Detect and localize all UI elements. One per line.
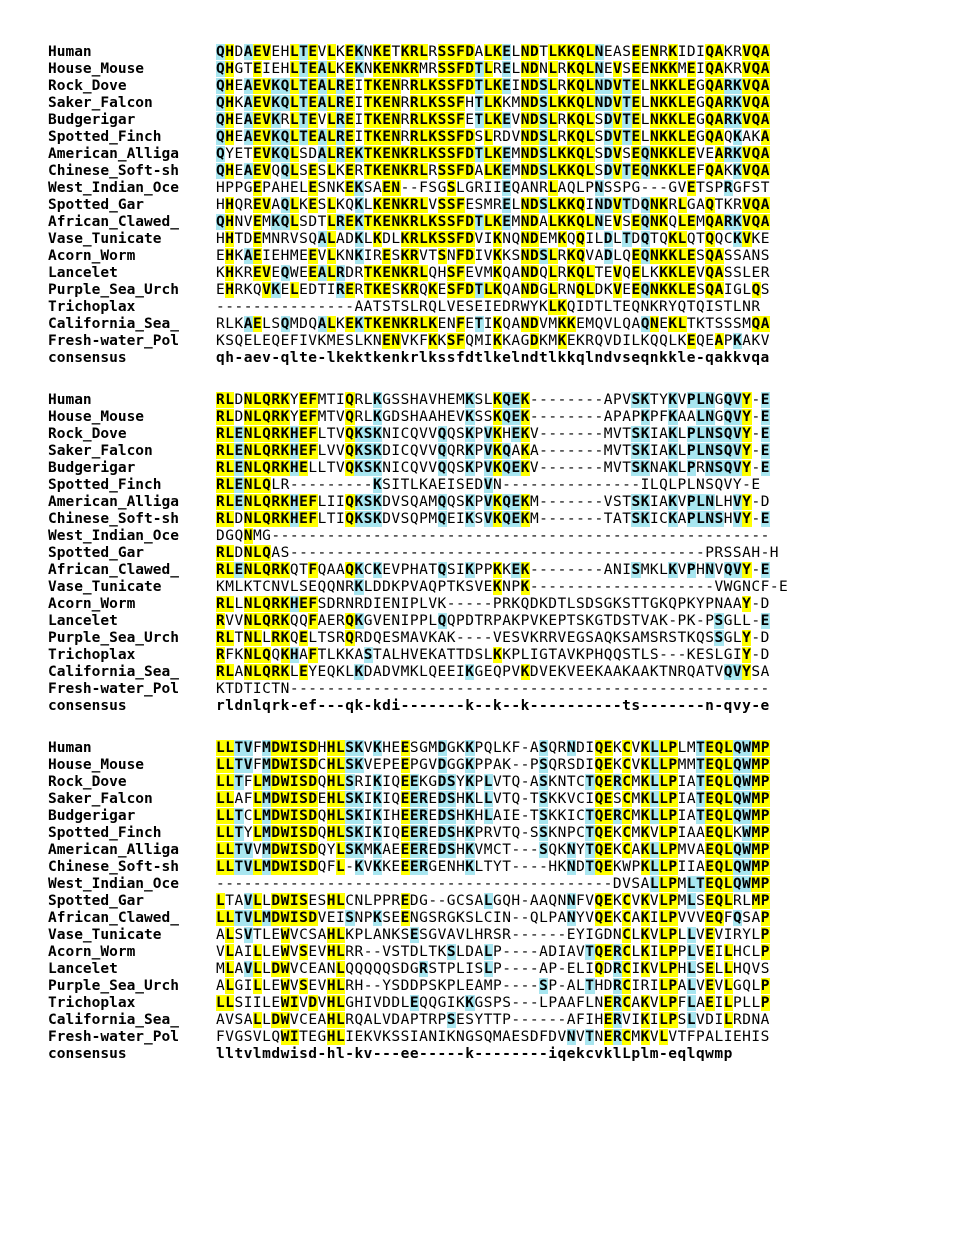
sequence-text: LLTVVMDWISDQYLSKMKAEEEREDSHKVMCT---SQKNYTQEKCAKLLPMVAEQLQWMP <box>216 842 771 858</box>
sequence-text: LLTVLMDWISDQFL-KVKKEEERGENHKLTYT----HKNDTQEKWPKLLPIIAEQLQWMP <box>216 859 770 875</box>
alignment-row <box>48 180 960 197</box>
sequence-label: Budgerigar <box>48 808 136 824</box>
sequence-label: consensus <box>48 350 127 366</box>
sequence-label: California_Sea_ <box>48 664 179 680</box>
sequence-text: RLANLQRKLEYEQKLKDADVMKLQEEIKGEQPVKDVEKVEEKAAKAAKTNRQATVQVYSA <box>216 664 770 680</box>
sequence-label: Purple_Sea_Urch <box>48 978 179 994</box>
sequence-label: consensus <box>48 1046 127 1062</box>
consensus-row <box>48 1046 960 1063</box>
sequence-text: RLDNLQRKYEFMTIQRLKGSSHAVHEMKSLKQEK--------APVSKTYKVPLNGQVY-E <box>216 392 770 408</box>
sequence-label: California_Sea_ <box>48 316 179 332</box>
sequence-label: Saker_Falcon <box>48 95 153 111</box>
alignment-row <box>48 757 960 774</box>
sequence-text: KSQELEQEFIVKMESLKNENVKFKKSFQMIKKAGDKMKEKRQVDILKQQLKEQEAPKAKV <box>216 333 770 349</box>
sequence-text: KHKREVEQWEEALRDRTKENKRLQHSFEVMKQANDQLRKQLTEVQELKKKLEVQASSLER <box>216 265 770 281</box>
sequence-label: Rock_Dove <box>48 78 127 94</box>
sequence-text: EHRKQVKELEDTIRERTKESKRQKESFDTLKQANDGLRNQLDKVEEQNKKLESQAIGLQS <box>216 282 771 298</box>
alignment-row <box>48 927 960 944</box>
sequence-label: Acorn_Worm <box>48 944 136 960</box>
alignment-row <box>48 392 960 409</box>
alignment-row <box>48 995 960 1012</box>
sequence-label: West_Indian_Oce <box>48 876 179 892</box>
sequence-text: LLTYLMDWISDQHLSKIKIQEEREDSHKPRVTQ-SSKNPCTQEKCMKVLPIAAEQLKWMP <box>216 825 770 841</box>
sequence-label: American_Alliga <box>48 842 179 858</box>
alignment-row <box>48 443 960 460</box>
sequence-label: Lancelet <box>48 265 118 281</box>
sequence-text: RLENLQRKHEFLVVQKSKDICQVVQQRKPVKQAKA-------MVTSKIAKLPLNSQVY-E <box>216 443 770 459</box>
consensus-row <box>48 350 960 367</box>
sequence-label: Trichoplax <box>48 299 136 315</box>
sequence-label: Human <box>48 740 92 756</box>
alignment-row <box>48 579 960 596</box>
sequence-label: House_Mouse <box>48 757 145 773</box>
sequence-label: Rock_Dove <box>48 774 127 790</box>
sequence-text: RLENLQRKHEFLIIQKSKDVSQAMQQSKPVKQEKM-------VSTSKIAKVPLNLHVY-D <box>216 494 770 510</box>
alignment-row <box>48 1029 960 1046</box>
alignment-row <box>48 545 960 562</box>
sequence-text: qh-aev-qlte-lkektkenkrlkssfdtlkelndtlkkqlndvseqnkkle-qakkvqa <box>216 350 770 366</box>
sequence-text: RLENLQRKHELLTVQKSKNICQVVQQSKPVKQEKV-------MVTSKNAKLPRNSQVY-E <box>216 460 770 476</box>
sequence-text: EHKAEIEHMEEVLKNKIRESKRVTSNFDIVKKSNDSLRKQVADLQEQNKKLESQASSANS <box>216 248 771 264</box>
alignment-row <box>48 129 960 146</box>
sequence-text: LLAFLMDWISDEHLSKIKIQEEREDSHKLLVTQ-TSKKVCIQESCMKLLPIATEQLQWMP <box>216 791 771 807</box>
sequence-label: Vase_Tunicate <box>48 927 162 943</box>
sequence-label: Spotted_Finch <box>48 477 162 493</box>
sequence-label: Spotted_Gar <box>48 197 145 213</box>
sequence-label: Budgerigar <box>48 112 136 128</box>
alignment-row <box>48 944 960 961</box>
alignment-row <box>48 214 960 231</box>
alignment-row <box>48 511 960 528</box>
sequence-text: -------------------------------------------DVSALLPMLTEQLQWMP <box>216 876 770 892</box>
sequence-text: QHNVEMKQLSDTLREKTKENKRLKSSFDTLKEMNDALKKQLNEVSEQNKQLEMQARKVQA <box>216 214 770 230</box>
sequence-text: LTAVLLDWISESHLCNLPPREDG--GCSALGQH-AAQNNFVQEKCVKVLPMLSEQLRLMP <box>216 893 770 909</box>
alignment-row <box>48 44 960 61</box>
alignment-row <box>48 910 960 927</box>
sequence-text: RFKNLQQKHAFTLKKASTALHVEKATTDSLKKPLIGTAVKPHQQSTLS---KESLGIY-D <box>216 647 770 663</box>
consensus-row <box>48 698 960 715</box>
sequence-text: DGQNMG------------------------------------------------------ <box>216 528 770 544</box>
alignment-row <box>48 112 960 129</box>
sequence-label: Trichoplax <box>48 647 136 663</box>
sequence-label: Saker_Falcon <box>48 443 153 459</box>
sequence-text: QHEAEVQQLSESLKERTKENKRLRSSFDALKEMNDSLKKQLSDVTEQNKKLEFQAKKVQA <box>216 163 770 179</box>
sequence-label: Spotted_Gar <box>48 545 145 561</box>
alignment-row <box>48 791 960 808</box>
sequence-text: LLTVFMDWISDCHLSKVEPEEPGVDGGKPPAK--PSQRSDIQEKCVKLLPMMTEQLQWMP <box>216 757 770 773</box>
sequence-label: African_Clawed_ <box>48 910 179 926</box>
sequence-text: LLTVLMDWISDVEISNPKSEENGSRGKSLCIN--QLPANYVQEKCAKILPVVVEQFQSAP <box>216 910 770 926</box>
alignment-row <box>48 528 960 545</box>
sequence-label: Fresh-water_Pol <box>48 1029 179 1045</box>
sequence-text: RLLNLQRKHEFSDRNRDIENIPLVK-----PRKQDKDTLSDSGKSTTGKQPKYPNAAY-D <box>216 596 770 612</box>
sequence-text: QHEAEVKQLTEALREITKENRRLKSSFDSLRDVNDSLRKQLSDVTELNKKLEGQAQKAKA <box>216 129 770 145</box>
sequence-text: rldnlqrk-ef---qk-kdi-------k--k--k----------ts-------n-qvy-e <box>216 698 770 714</box>
sequence-label: Human <box>48 392 92 408</box>
sequence-text: RLENLQRKHEFLTVQKSKNICQVVQQSKPVKHEKV-------MVTSKIAKLPLNSQVY-E <box>216 426 770 442</box>
sequence-label: Chinese_Soft-sh <box>48 163 179 179</box>
alignment-row <box>48 774 960 791</box>
sequence-text: HPPGEPAHELESNKEKSAEN--FSGSLGRIIEQANRLAQLPNSSPG---GVETSPRGFST <box>216 180 770 196</box>
sequence-label: African_Clawed_ <box>48 562 179 578</box>
sequence-label: Vase_Tunicate <box>48 231 162 247</box>
sequence-label: consensus <box>48 698 127 714</box>
sequence-label: African_Clawed_ <box>48 214 179 230</box>
alignment-row <box>48 740 960 757</box>
alignment-row <box>48 477 960 494</box>
sequence-label: Lancelet <box>48 613 118 629</box>
alignment-row <box>48 978 960 995</box>
sequence-label: Rock_Dove <box>48 426 127 442</box>
sequence-label: Human <box>48 44 92 60</box>
sequence-label: Lancelet <box>48 961 118 977</box>
sequence-text: QHGTEIEHLTEALKEKNKENKRMRSSFDTLRELNDNLRKQLNEVSEENKKMEIQAKRVQA <box>216 61 771 77</box>
sequence-label: Purple_Sea_Urch <box>48 630 179 646</box>
sequence-text: LLSIILEWIVDVHLGHIVDDLEQQGIKKGSPS---LPAAFLNERCAKVLPFLAEILPLLP <box>216 995 770 1011</box>
sequence-text: KTDTICTN---------------------------------------------------- <box>216 681 770 697</box>
alignment-row <box>48 61 960 78</box>
sequence-text: ---------------AATSTSLRQLVESEIEDRWYKLKQIDTLTEQNKRYQTQISTLNR <box>216 299 761 315</box>
sequence-text: QYETEVKQLSDALREKTKENKRLKSSFDTLKEMNDSLKKQLSDVSEQNKKLEVEARKVQA <box>216 146 770 162</box>
sequence-text: RLDNLQRKYEFMTVQRLKGDSHAAHEVKSSKQEK--------APAPKPFKAALNGQVY-E <box>216 409 770 425</box>
sequence-label: Budgerigar <box>48 460 136 476</box>
sequence-label: West_Indian_Oce <box>48 528 179 544</box>
alignment-block-1 <box>48 44 960 367</box>
alignment-row <box>48 95 960 112</box>
alignment-row <box>48 78 960 95</box>
alignment-row <box>48 893 960 910</box>
sequence-text: ALSVTLEWVCSAHLKPLANKSESGVAVLHRSR------EYIGDNCLKVLPLLVEVIRYLP <box>216 927 770 943</box>
sequence-text: RLKAELSQMDQALKEKTKENKRLKENFETIKQANDVMKKEMQVLQAQNEKLTKTSSSMQA <box>216 316 770 332</box>
sequence-text: QHDAEVEHLTEVLKEKNKETKRLRSSFDALKELNDTLKKQLNEASEENRKIDIQAKRVQA <box>216 44 771 60</box>
sequence-label: California_Sea_ <box>48 1012 179 1028</box>
sequence-text: RLTNLLRKQELTSRQRDQESMAVKAK----VESVKRRVEGSAQKSAMSRSTKQSSGLY-D <box>216 630 770 646</box>
alignment-row <box>48 282 960 299</box>
alignment-row <box>48 842 960 859</box>
sequence-label: Spotted_Finch <box>48 825 162 841</box>
alignment-row <box>48 859 960 876</box>
alignment-row <box>48 596 960 613</box>
sequence-text: QHEAEVKRLTEVLREITKENRRLKSSFETLKEVNDSLRKQLSDVTELNKKLEGQARKVQA <box>216 112 771 128</box>
sequence-label: Fresh-water_Pol <box>48 681 179 697</box>
sequence-text: HHTDEMNRVSQALADKLKDLKRLKSSFDVIKNQNDEMKQQILDLTDQTQKLQTQQCKVKE <box>216 231 771 247</box>
sequence-label: Spotted_Gar <box>48 893 145 909</box>
sequence-text: ALGILLEWVSEVHLRH--YSDDPSKPLEAMP----SP-ALTHDRCIRILPALVEVLGQLP <box>216 978 770 994</box>
alignment-row <box>48 876 960 893</box>
alignment-row <box>48 265 960 282</box>
alignment-row <box>48 681 960 698</box>
alignment-row <box>48 426 960 443</box>
sequence-text: QHEAEVKQLTEALREITKENRRLKSSFDTLKEINDSLRKQLNDVTELNKKLEGQARKVQA <box>216 78 770 94</box>
alignment-row <box>48 613 960 630</box>
sequence-text: RLDNLQAS---------------------------------------------PRSSAH-H <box>216 545 780 561</box>
sequence-text: LLTFLMDWISDQHLSRIKIQEEKGDSYKPLVTQ-ASKNTCTQERCMKLLPIATEQLQWMP <box>216 774 771 790</box>
alignment-row <box>48 163 960 180</box>
sequence-label: West_Indian_Oce <box>48 180 179 196</box>
alignment-row <box>48 562 960 579</box>
sequence-label: Purple_Sea_Urch <box>48 282 179 298</box>
sequence-text: AVSALLDWVCEAHLRQALVDAPTRPSESYTTP------AFIHERVIKILPSLVDILRDNA <box>216 1012 770 1028</box>
sequence-label: Vase_Tunicate <box>48 579 162 595</box>
alignment-row <box>48 409 960 426</box>
alignment-row <box>48 664 960 681</box>
alignment-row <box>48 961 960 978</box>
alignment-row <box>48 808 960 825</box>
sequence-text: VLAILLEWVSEVHLRR--VSTDLTKSLDALP----ADIAVTQERCLKILPPLVEILHCLP <box>216 944 770 960</box>
sequence-text: lltvlmdwisd-hl-kv---ee-----k--------iqekcvklLplm-eqlqwmp <box>216 1046 733 1062</box>
sequence-text: LLTVFMDWISDHHLSKVKHEESGMDGKKPQLKF-ASQRNDIQEKCVKLLPLMTEQLQWMP <box>216 740 771 756</box>
sequence-text: MLAVLLDWVCEANLQQQQQSDGRSTPLISLP----AP-ELIQDRCIKVLPHLSELLHQVS <box>216 961 770 977</box>
sequence-label: Fresh-water_Pol <box>48 333 179 349</box>
alignment-row <box>48 299 960 316</box>
sequence-text: LLTCLMDWISDQHLSKIKIHEEREDSHKHLAIE-TSKKICTQERCMKLLPIATEQLQWMP <box>216 808 771 824</box>
sequence-label: House_Mouse <box>48 409 145 425</box>
sequence-label: Saker_Falcon <box>48 791 153 807</box>
alignment-row <box>48 316 960 333</box>
sequence-label: American_Alliga <box>48 146 179 162</box>
sequence-label: Acorn_Worm <box>48 596 136 612</box>
alignment-row <box>48 460 960 477</box>
alignment-row <box>48 197 960 214</box>
sequence-text: RLENLQRKQTFQAAQKCKEVPHATQSIKPPKKEK--------ANISMKLKVPHNVQVY-E <box>216 562 770 578</box>
sequence-label: Spotted_Finch <box>48 129 162 145</box>
sequence-label: Chinese_Soft-sh <box>48 859 179 875</box>
alignment-row <box>48 231 960 248</box>
sequence-text: QHKAEVKQLTEALREITKENRRLKSSFHTLKKMNDSLKKQLNDVTELNKKLEGQARKVQA <box>216 95 770 111</box>
alignment-row <box>48 333 960 350</box>
alignment-row <box>48 248 960 265</box>
sequence-text: RLENLQLR---------KSITLKAEISEDVN---------------ILQLPLNSQVY-E <box>216 477 761 493</box>
sequence-label: Acorn_Worm <box>48 248 136 264</box>
alignment-row <box>48 630 960 647</box>
sequence-label: House_Mouse <box>48 61 145 77</box>
alignment-block-3 <box>48 740 960 1063</box>
sequence-text: RVVNLQRKQQFAERQKGVENIPPLQQPDTRPAKPVKEPTSKGTDSTVAK-PK-PSGLL-E <box>216 613 770 629</box>
sequence-text: FVGSVLQWITEGHLIEKVKSSIANIKNGSQMAESDFDVNVTNERCMKVLVTFPALIEHIS <box>216 1029 770 1045</box>
sequence-text: RLDNLQRKHEFLTIQKSKDVSQPMQEIKSVKQEKM-------TATSKICKAPLNSHVY-E <box>216 511 770 527</box>
sequence-label: American_Alliga <box>48 494 179 510</box>
sequence-label: Trichoplax <box>48 995 136 1011</box>
alignment-block-2 <box>48 392 960 715</box>
alignment-row <box>48 146 960 163</box>
alignment-row <box>48 825 960 842</box>
alignment-row <box>48 494 960 511</box>
alignment-row <box>48 1012 960 1029</box>
alignment-row <box>48 647 960 664</box>
sequence-label: Chinese_Soft-sh <box>48 511 179 527</box>
sequence-text: KMLKTCNVLSEQQNRKLDDKPVAQPTKSVEKNPK--------------------VWGNCF-E <box>216 579 789 595</box>
sequence-text: HHQREVAQLKESLKQKLKENKRLVSSFESMRELNDSLKKQINDVTDQNKRLGAQTKRVQA <box>216 197 771 213</box>
